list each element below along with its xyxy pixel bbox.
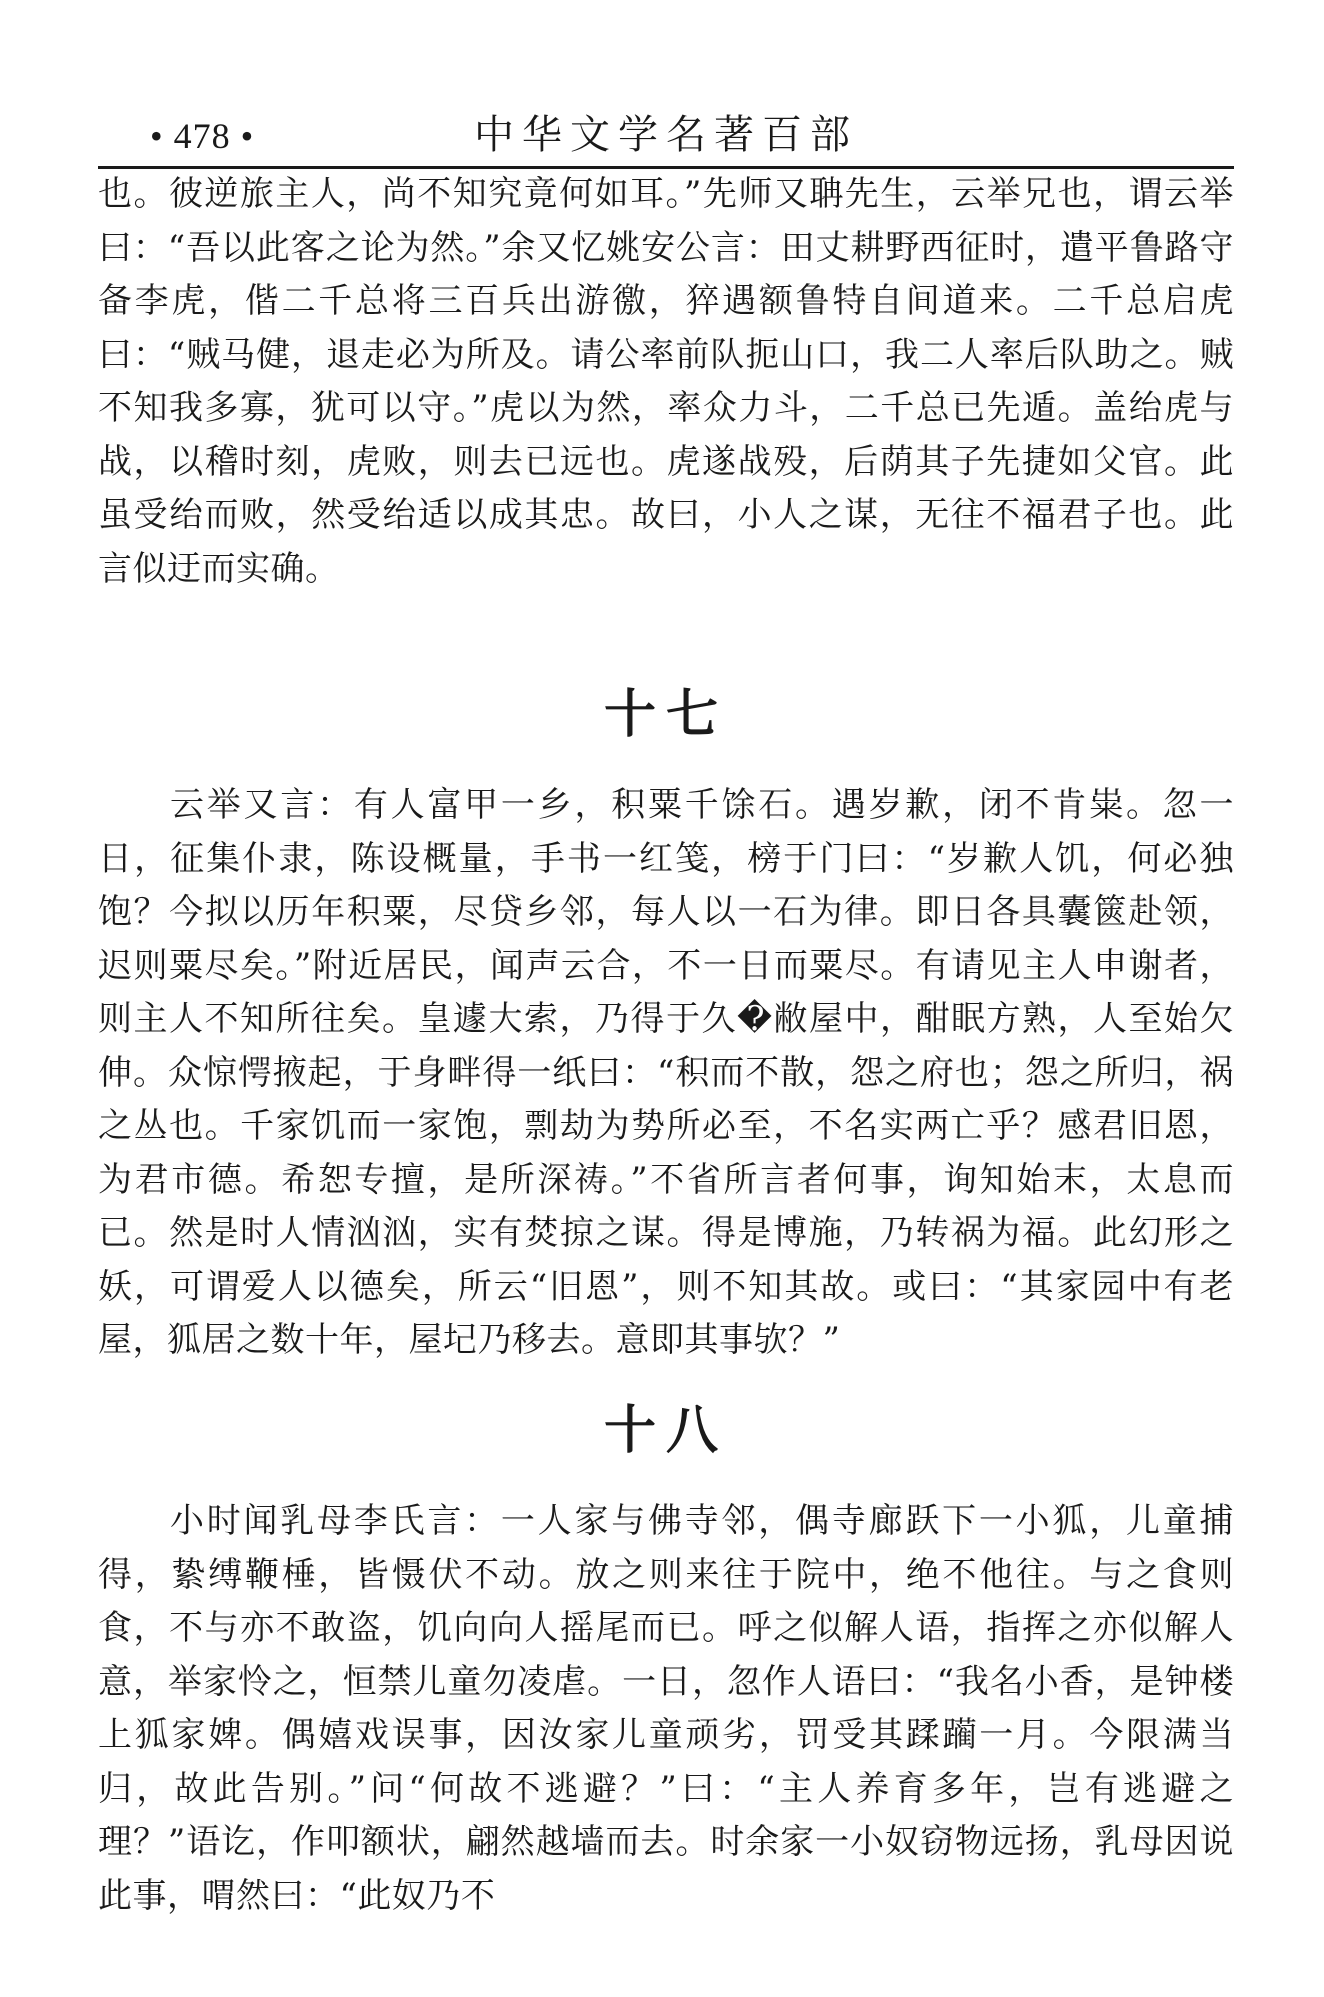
section-18-block	[98, 1495, 1234, 1923]
section-heading-17: 十七	[603, 685, 728, 745]
book-title: 中华文学名著百部	[474, 112, 858, 158]
section-18-paragraph: 小时闻乳母李氏言：一人家与佛寺邻，偶寺廊跃下一小狐，儿童捕得，絷缚鞭棰，皆慑伏不动。放之则来往于院中，绝不他往。与之食则食，不与亦不敢盗，饥向向人摇尾而已。呼之似解人语，指挥之亦似解人意，举家怜之，恒禁儿童勿凌虐。一日，忽作人语曰：“我名小香，是钟楼上狐家婢。偶嬉戏误事，因汝家儿童顽劣，罚受其蹂躏一月。今限满当归，故此告别。”问“何故不逃避？”曰：“主人养育多年，岂有逃避之理？”语讫，作叩额状，翩然越墙而去。时余家一小奴窃物远扬，乳母因说此事，喟然曰：“此奴乃不	[98, 1501, 1234, 1916]
continuation-block	[98, 168, 1234, 596]
section-17-block	[98, 779, 1234, 1368]
continuation-paragraph: 也。彼逆旅主人，尚不知究竟何如耳。”先师又聃先生，云举兄也，谓云举曰：“吾以此客之论为然。”余又忆姚安公言：田丈耕野西征时，遣平鲁路守备李虎，偕二千总将三百兵出游徼，猝遇额鲁特自间道来。二千总启虎曰：“贼马健，退走必为所及。请公率前队扼山口，我二人率后队助之。贼不知我多寡，犹可以守。”虎以为然，率众力斗，二千总已先遁。盖绐虎与战，以稽时刻，虎败，则去已远也。虎遂战殁，后荫其子先捷如父官。此虽受绐而败，然受绐适以成其忠。故曰，小人之谋，无往不福君子也。此言似迂而实确。	[98, 174, 1234, 589]
section-17-paragraph: 云举又言：有人富甲一乡，积粟千馀石。遇岁歉，闭不肯粜。忽一日，征集仆隶，陈设概量，手书一红笺，榜于门曰：“岁歉人饥，何必独饱？今拟以历年积粟，尽贷乡邻，每人以一石为律。即日各具囊篋赴领，迟则粟尽矣。”附近居民，闻声云合，不一日而粟尽。有请见主人申谢者，则主人不知所往矣。皇遽大索，乃得于久�敝屋中，酣眠方熟，人至始欠伸。众惊愕掖起，于身畔得一纸曰：“积而不散，怨之府也；怨之所归，祸之丛也。千家饥而一家饱，剽劫为势所必至，不名实两亡乎？感君旧恩，为君市德。希恕专擅，是所深祷。”不省所言者何事，询知始末，太息而已。然是时人情汹汹，实有焚掠之谋。得是博施，乃转祸为福。此幻形之妖，可谓爱人以德矣，所云“旧恩”，则不知其故。或曰：“其家园中有老屋，狐居之数十年，屋圮乃移去。意即其事欤？”	[98, 785, 1234, 1360]
page-number: • 478 •	[150, 116, 255, 156]
section-heading-18: 十八	[603, 1401, 728, 1461]
page-header	[98, 108, 1234, 169]
